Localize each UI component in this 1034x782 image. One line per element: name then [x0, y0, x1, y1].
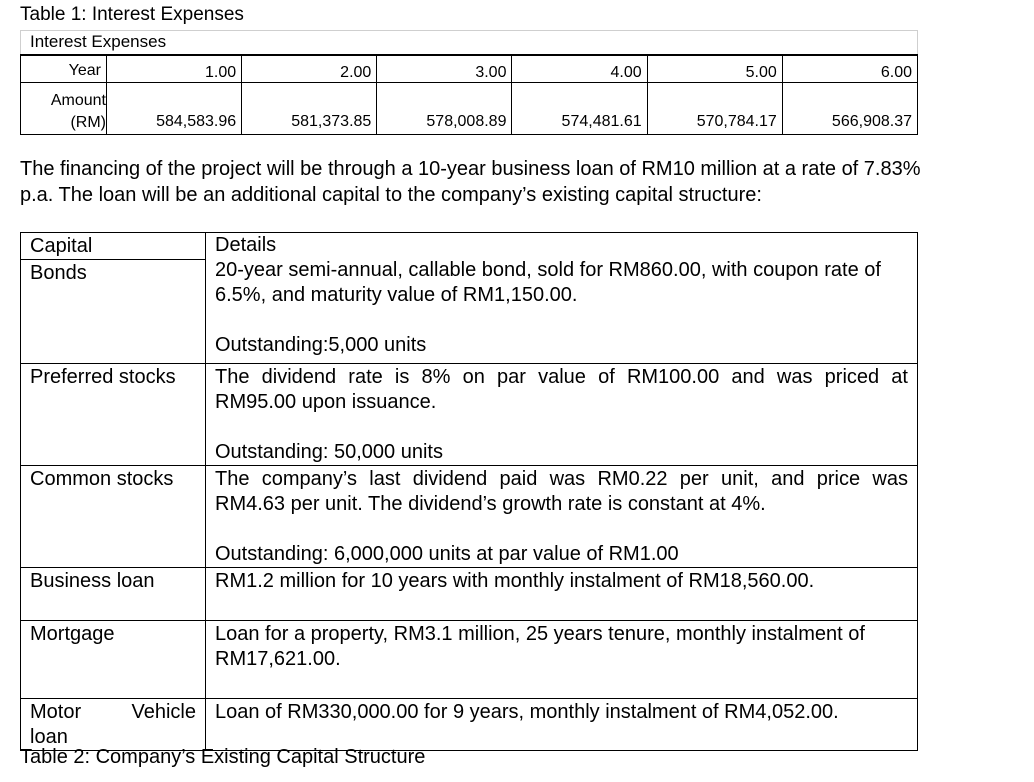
- table-row: [21, 621, 918, 699]
- amount-label-line1: Amount: [50, 92, 106, 109]
- amount-cell: 574,481.61: [512, 83, 647, 135]
- capital-bonds: Bonds: [21, 260, 206, 364]
- bonds-details: 20-year semi-annual, callable bond, sold for RM860.00, with coupon rate of 6.5%, and maturity value of RM1,150.00.: [215, 259, 881, 306]
- year-row: [21, 55, 918, 83]
- table1-caption: Table 1: Interest Expenses: [20, 4, 244, 25]
- table-row: [21, 699, 918, 751]
- vehicle-word: Vehicle: [131, 701, 196, 723]
- common-outstanding: Outstanding: 6,000,000 units at par value of RM1.00: [215, 543, 679, 565]
- year-cell: 2.00: [242, 55, 377, 83]
- preferred-details: The dividend rate is 8% on par value of RM100.00 and was priced at RM95.00 upon issuance.: [215, 366, 908, 413]
- capital-mortgage: Mortgage: [21, 621, 206, 699]
- year-label: Year: [21, 55, 107, 83]
- capital-business-loan: Business loan: [21, 568, 206, 621]
- table-row: [21, 364, 918, 466]
- motor-word: Motor: [30, 701, 82, 723]
- amount-row: [21, 83, 918, 135]
- loan-word: loan: [30, 726, 68, 748]
- header-details: Details: [215, 234, 277, 256]
- capital-common: Common stocks: [21, 466, 206, 568]
- mortgage-details: Loan for a property, RM3.1 million, 25 years tenure, monthly instalment of RM17,621.00.: [206, 621, 918, 699]
- year-cell: 5.00: [647, 55, 782, 83]
- amount-cell: 566,908.37: [782, 83, 917, 135]
- table1-subtitle: Interest Expenses: [20, 30, 918, 54]
- amount-cell: 570,784.17: [647, 83, 782, 135]
- interest-expenses-table: [20, 54, 918, 135]
- table2-caption: Table 2: Company’s Existing Capital Structure: [20, 746, 426, 768]
- capital-motor-vehicle-loan: [21, 699, 206, 751]
- capital-structure-table: [20, 232, 918, 751]
- common-details: The company’s last dividend paid was RM0.22 per unit, and price was RM4.63 per unit. The dividend’s growth rate is constant at 4%.: [215, 468, 908, 515]
- financing-paragraph: The financing of the project will be through a 10-year business loan of RM10 million at a rate of 7.83% p.a. The loan will be an additional capital to the company’s existing capital structure:: [20, 158, 921, 206]
- preferred-outstanding: Outstanding: 50,000 units: [215, 441, 443, 463]
- capital-preferred: Preferred stocks: [21, 364, 206, 466]
- year-cell: 6.00: [782, 55, 917, 83]
- table2-header-row: [21, 233, 918, 260]
- amount-label-line2: (RM): [70, 114, 106, 131]
- year-cell: 1.00: [107, 55, 242, 83]
- motor-vehicle-details: Loan of RM330,000.00 for 9 years, monthly instalment of RM4,052.00.: [206, 699, 918, 751]
- amount-label: [21, 83, 107, 135]
- header-capital: Capital: [21, 233, 206, 260]
- amount-cell: 581,373.85: [242, 83, 377, 135]
- bonds-details-cell: [206, 233, 918, 364]
- year-cell: 3.00: [377, 55, 512, 83]
- year-cell: 4.00: [512, 55, 647, 83]
- table-row: [21, 466, 918, 568]
- bonds-outstanding: Outstanding:5,000 units: [215, 334, 427, 356]
- amount-cell: 584,583.96: [107, 83, 242, 135]
- amount-cell: 578,008.89: [377, 83, 512, 135]
- table-row: [21, 568, 918, 621]
- business-loan-details: RM1.2 million for 10 years with monthly instalment of RM18,560.00.: [206, 568, 918, 621]
